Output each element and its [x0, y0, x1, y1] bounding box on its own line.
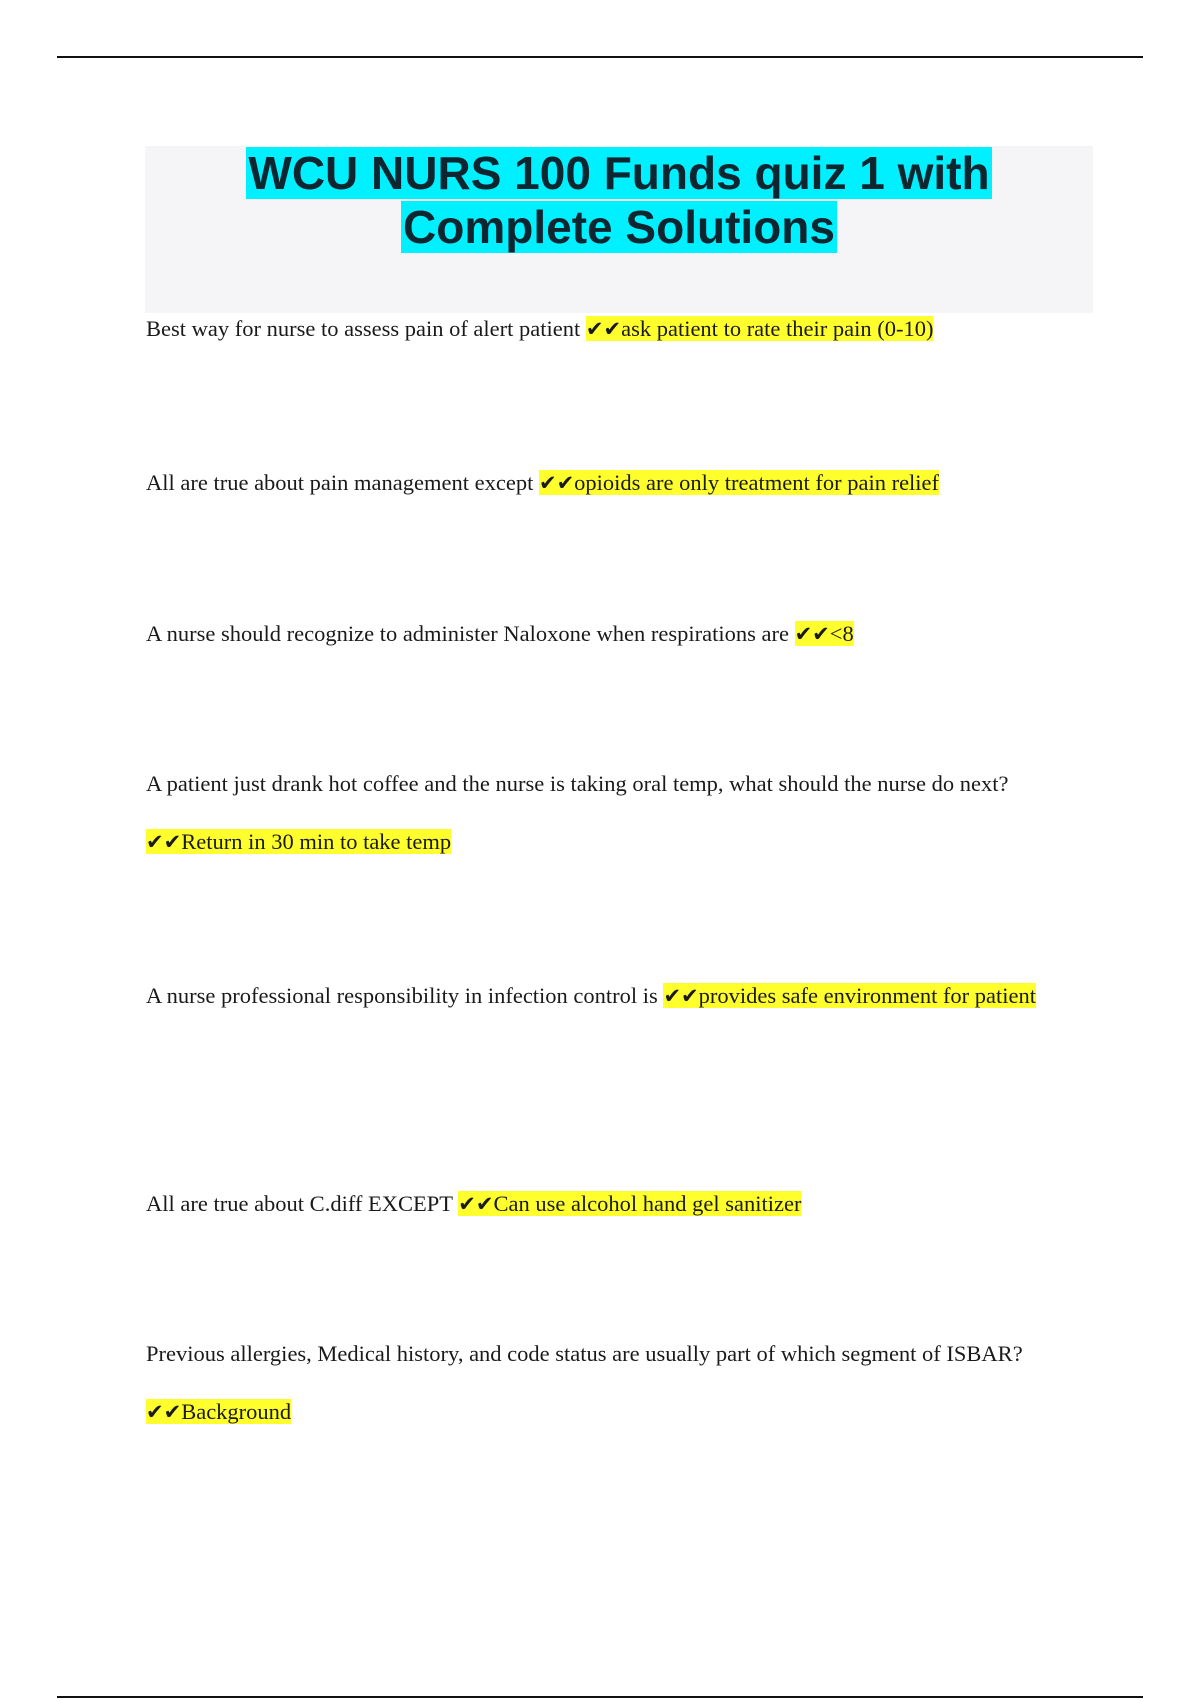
question-text: A nurse should recognize to administer Naloxone when respirations are [146, 621, 789, 646]
check-mark-icon: ✔✔ [538, 471, 575, 495]
answer-text: Can use alcohol hand gel sanitizer [493, 1191, 802, 1216]
answer-highlight [539, 470, 939, 495]
question-text: A nurse professional responsibility in infection control is [146, 983, 658, 1008]
title-box [145, 146, 1093, 313]
title-line-1: WCU NURS 100 Funds quiz 1 with [248, 147, 990, 199]
question-text: All are true about pain management except [146, 470, 534, 495]
answer-highlight [795, 621, 854, 646]
question-text: A patient just drank hot coffee and the nurse is taking oral temp, what should the nurse do next? [146, 771, 1009, 796]
answer-text: <8 [829, 621, 854, 646]
check-mark-icon: ✔✔ [663, 984, 699, 1008]
check-mark-icon: ✔✔ [146, 830, 182, 854]
document-title [145, 146, 1093, 254]
qa-item-6 [146, 1175, 1106, 1233]
qa-item-2 [146, 454, 1106, 512]
qa-item-4 [146, 755, 1106, 871]
qa-item-3 [146, 605, 1106, 663]
check-mark-icon: ✔✔ [146, 1400, 182, 1424]
question-text: All are true about C.diff EXCEPT [146, 1191, 453, 1216]
check-mark-icon: ✔✔ [458, 1192, 494, 1216]
top-rule [57, 56, 1143, 58]
bottom-rule [57, 1696, 1143, 1698]
answer-text: Return in 30 min to take temp [181, 829, 452, 854]
answer-text: ask patient to rate their pain (0-10) [621, 316, 934, 341]
answer-text: Background [181, 1399, 292, 1424]
check-mark-icon: ✔✔ [794, 622, 830, 646]
answer-highlight [663, 983, 1036, 1008]
answer-highlight [586, 316, 934, 341]
answer-text: opioids are only treatment for pain relief [574, 470, 940, 495]
title-line-2: Complete Solutions [403, 201, 835, 253]
check-mark-icon: ✔✔ [585, 317, 622, 341]
qa-item-7 [146, 1325, 1026, 1441]
answer-highlight [458, 1191, 801, 1216]
answer-highlight [146, 829, 451, 854]
answer-text: provides safe environment for patient [698, 983, 1037, 1008]
question-text: Previous allergies, Medical history, and code status are usually part of which segment of ISBAR? [146, 1341, 1023, 1366]
question-text: Best way for nurse to assess pain of alert patient [146, 316, 581, 341]
answer-highlight [146, 1399, 291, 1424]
qa-item-1 [146, 300, 1106, 358]
qa-item-5 [146, 967, 1106, 1025]
